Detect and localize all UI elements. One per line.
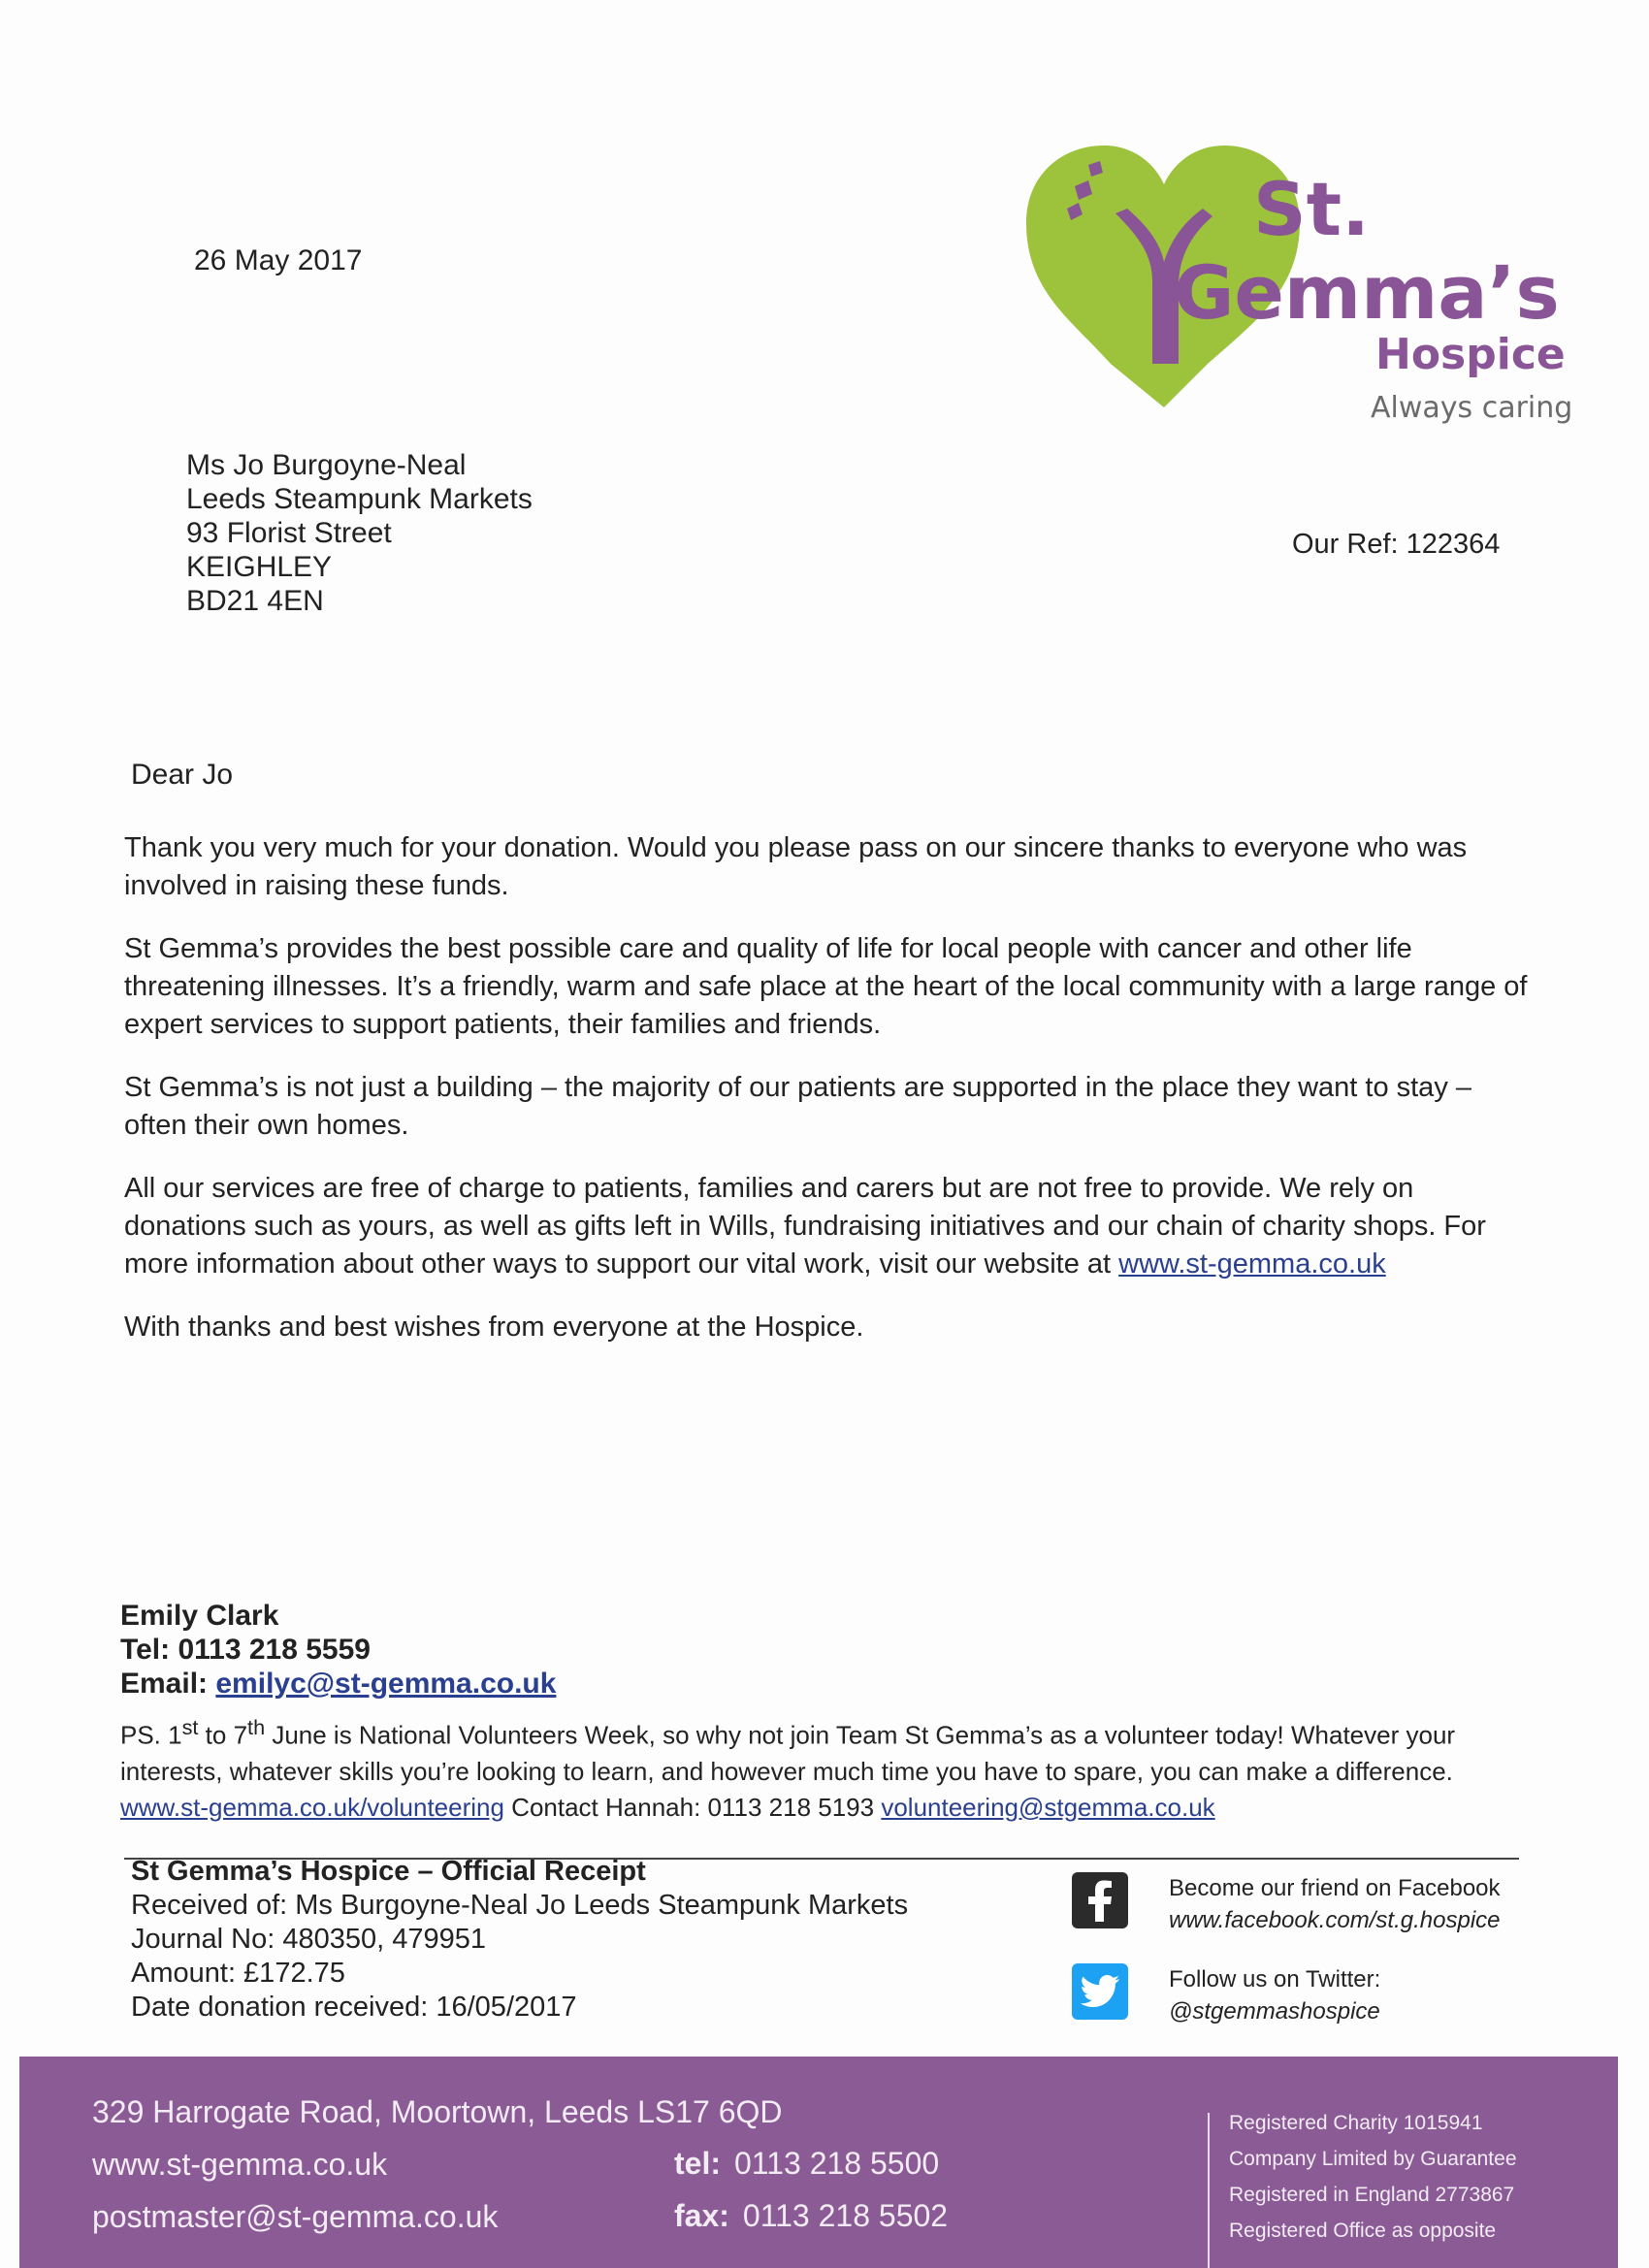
email-label: Email:: [120, 1668, 216, 1700]
svg-text:St.: St.: [1253, 166, 1370, 252]
address-line: BD21 4EN: [186, 585, 324, 617]
footer-tel-row: [674, 2137, 948, 2189]
signatory-email-row: [120, 1667, 556, 1701]
social-links: [1072, 1872, 1537, 2055]
paragraph-text: All our services are free of charge to patients, families and carers but are not free to provide. We rely on donations such as yours, as well as gifts left in Wills, fundraising initiatives and our chain of charity shops. For more information about other ways to support our vital work, visit our website at: [124, 1173, 1486, 1280]
ps-sup: th: [247, 1715, 266, 1739]
twitter-row[interactable]: [1072, 1963, 1537, 2027]
twitter-title: Follow us on Twitter:: [1169, 1966, 1381, 1993]
svg-text:Gemma’s: Gemma’s: [1174, 249, 1560, 336]
st-gemmas-logo: [1018, 116, 1581, 446]
legal-line: Registered Charity 1015941: [1229, 2112, 1483, 2134]
postscript: [120, 1709, 1527, 1826]
twitter-handle[interactable]: @stgemmashospice: [1169, 1998, 1380, 2025]
closing-line: With thanks and best wishes from everyone at the Hospice.: [124, 1312, 864, 1343]
fax-number: 0113 218 5502: [742, 2198, 949, 2233]
body-paragraph: [124, 1170, 1531, 1283]
legal-line: Registered in England 2773867: [1229, 2184, 1515, 2206]
signatory-tel: Tel: 0113 218 5559: [120, 1634, 371, 1666]
footer-band: [19, 2057, 1618, 2268]
letter-body: [124, 829, 1531, 1372]
ps-sup: st: [181, 1715, 199, 1739]
recipient-address: [186, 448, 533, 618]
salutation: Dear Jo: [131, 759, 234, 791]
ps-contact: Contact Hannah: 0113 218 5193: [503, 1792, 882, 1822]
footer-legal: [1229, 2105, 1517, 2249]
ps-prefix: PS. 1: [120, 1720, 182, 1750]
address-line: KEIGHLEY: [186, 551, 333, 583]
receipt-amount: Amount: £172.75: [131, 1958, 345, 1989]
receipt-journal: Journal No: 480350, 479951: [131, 1924, 487, 1955]
footer-fax-row: [674, 2189, 948, 2242]
facebook-row[interactable]: [1072, 1872, 1537, 1936]
body-paragraph: St Gemma’s is not just a building – the majority of our patients are supported in the place they want to stay – often their own homes.: [124, 1072, 1471, 1141]
receipt-title: St Gemma’s Hospice – Official Receipt: [131, 1856, 646, 1887]
volunteering-link[interactable]: www.st-gemma.co.uk/volunteering: [120, 1792, 504, 1822]
website-link[interactable]: www.st-gemma.co.uk: [1118, 1248, 1386, 1280]
volunteering-email-link[interactable]: volunteering@stgemma.co.uk: [881, 1792, 1215, 1822]
footer-address: 329 Harrogate Road, Moortown, Leeds LS17 6QD: [92, 2094, 783, 2129]
address-line: Leeds Steampunk Markets: [186, 483, 533, 515]
tel-label: tel:: [674, 2146, 721, 2181]
fax-label: fax:: [674, 2198, 729, 2233]
address-line: 93 Florist Street: [186, 517, 392, 549]
footer-phone: [674, 2137, 948, 2242]
ps-to: to 7: [198, 1720, 248, 1750]
signatory-name: Emily Clark: [120, 1600, 279, 1632]
signature-block: [120, 1599, 556, 1701]
receipt-received-of: Received of: Ms Burgoyne-Neal Jo Leeds Steampunk Markets: [131, 1890, 909, 1921]
twitter-bird-icon[interactable]: [1072, 1963, 1128, 2020]
body-paragraph: Thank you very much for your donation. Would you please pass on our sincere thanks to everyone who was involved in raising these funds.: [124, 832, 1468, 901]
letter-date: 26 May 2017: [194, 244, 363, 276]
footer-email[interactable]: postmaster@st-gemma.co.uk: [92, 2199, 499, 2234]
signatory-email-link[interactable]: emilyc@st-gemma.co.uk: [215, 1668, 557, 1700]
facebook-title: Become our friend on Facebook: [1169, 1875, 1501, 1901]
svg-text:Always caring: Always caring: [1371, 391, 1573, 425]
body-paragraph: St Gemma’s provides the best possible care and quality of life for local people with cancer and other life threatening illnesses. It’s a friendly, warm and safe place at the heart of the local community with a large range of expert services to support patients, their families and friends.: [124, 933, 1528, 1040]
svg-text:Hospice: Hospice: [1375, 330, 1566, 379]
our-reference: Our Ref: 122364: [1292, 529, 1501, 560]
legal-line: Company Limited by Guarantee: [1229, 2148, 1517, 2170]
official-receipt: [131, 1855, 908, 2025]
ps-text: June is National Volunteers Week, so why not join Team St Gemma’s as a volunteer today! Whatever your interests, whatever skills you’re looking to learn, and however much time you have to spare, you can make a difference.: [120, 1720, 1456, 1786]
facebook-url[interactable]: www.facebook.com/st.g.hospice: [1169, 1907, 1501, 1933]
footer-divider: [1208, 2113, 1210, 2268]
address-line: Ms Jo Burgoyne-Neal: [186, 449, 467, 481]
facebook-icon[interactable]: [1072, 1872, 1128, 1928]
tel-number: 0113 218 5500: [734, 2146, 940, 2181]
legal-line: Registered Office as opposite: [1229, 2219, 1497, 2242]
receipt-date: Date donation received: 16/05/2017: [131, 1992, 577, 2023]
footer-website[interactable]: www.st-gemma.co.uk: [92, 2147, 388, 2182]
